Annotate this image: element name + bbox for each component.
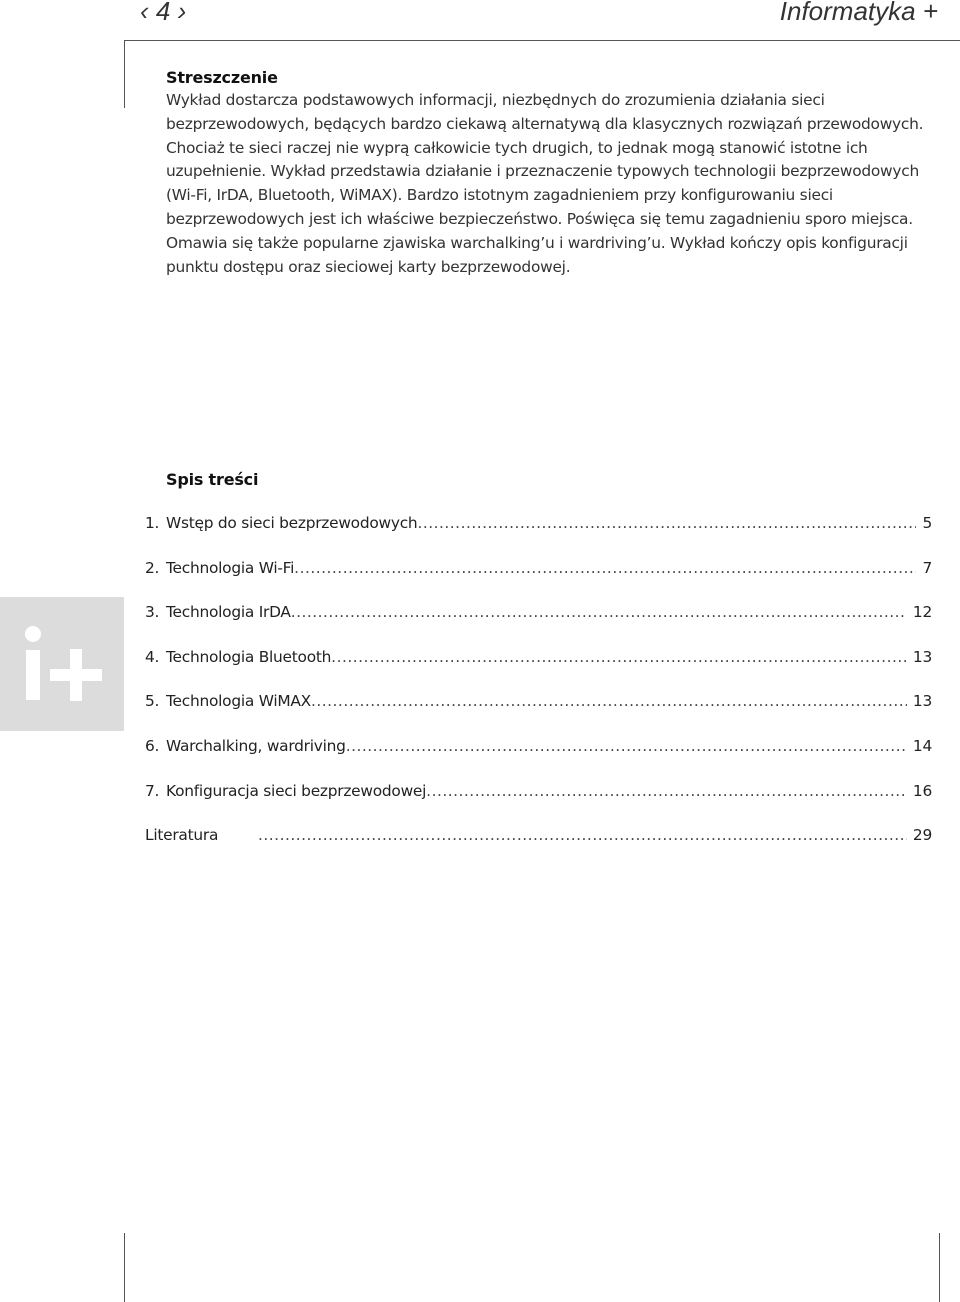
toc-heading: Spis treści	[166, 470, 259, 489]
abstract-text: Wykład dostarcza podstawowych informacji, niezbędnych do zrozumienia działania sieci bezprzewodowych, będących bardzo ciekawą alternatywą dla klasycznych rozwiązań przewodowych. Chociaż te sieci raczej nie wyprą całkowicie tych drugich, to jednak mogą stanowić istotne ich uzupełnienie. Wykład przedstawia działanie i przeznaczenie typowych technologii bezprzewodowych (Wi-Fi, IrDA, Bluetooth, WiMAX). Bardzo istotnym zagadnieniem przy konfigurowaniu sieci bezprzewodowych jest ich właściwe bezpieczeństwo. Poświęca się temu zagadnieniu sporo miejsca. Omawia się także popularne zjawiska warchalking’u i wardriving’u. Wykład kończy opis konfiguracji punktu dostępu oraz sieciowej karty bezprzewodowej.	[166, 91, 924, 276]
i-plus-logo-icon	[0, 597, 124, 731]
abstract-section	[166, 68, 938, 279]
toc-item-label: Technologia IrDA	[166, 603, 291, 622]
toc-item-label: Technologia Bluetooth	[166, 647, 332, 666]
toc-item-page: 5	[922, 514, 932, 532]
toc-leader-dots	[311, 692, 907, 710]
toc-leader-dots	[426, 782, 907, 800]
toc-item-number: 5.	[145, 692, 160, 711]
abstract-heading: Streszczenie	[166, 68, 278, 87]
running-title: Informatyka +	[779, 0, 938, 26]
toc-item[interactable]	[145, 514, 932, 559]
toc-item[interactable]	[145, 737, 932, 782]
toc-item-number: 6.	[145, 736, 160, 755]
toc-literature-page: 29	[912, 826, 932, 845]
toc-item-page: 7	[922, 558, 932, 577]
toc-literature[interactable]	[145, 826, 932, 871]
toc-item-label: Wstęp do sieci bezprzewodowych	[166, 514, 418, 532]
table-of-contents	[145, 514, 932, 871]
toc-item-label: Technologia WiMAX	[166, 692, 311, 711]
right-rule-bottom	[939, 1233, 940, 1302]
toc-leader-dots	[294, 559, 916, 577]
toc-literature-label: Literatura	[145, 826, 219, 845]
toc-item[interactable]	[145, 692, 932, 737]
toc-leader-dots	[331, 648, 907, 666]
toc-item-page: 14	[912, 736, 932, 755]
toc-item[interactable]	[145, 648, 932, 693]
i-plus-badge	[0, 597, 124, 731]
toc-item-page: 13	[912, 692, 932, 711]
top-rule	[124, 40, 960, 41]
toc-item[interactable]	[145, 603, 932, 648]
toc-item-page: 16	[912, 781, 932, 800]
left-rule-bottom	[124, 1233, 125, 1302]
toc-item-label: Warchalking, wardriving	[166, 736, 346, 755]
toc-item-label: Technologia Wi-Fi	[166, 558, 295, 577]
toc-item-number: 1.	[145, 514, 160, 532]
toc-item-page: 13	[912, 647, 932, 666]
left-rule-top	[124, 40, 125, 108]
toc-item[interactable]	[145, 782, 932, 827]
toc-item-number: 2.	[145, 558, 160, 577]
toc-leader-dots	[291, 603, 907, 621]
toc-leader-dots	[258, 826, 907, 844]
toc-item[interactable]	[145, 559, 932, 604]
toc-item-label: Konfiguracja sieci bezprzewodowej	[166, 781, 427, 800]
toc-leader-dots	[346, 737, 907, 755]
toc-leader-dots	[417, 514, 916, 532]
toc-item-number: 4.	[145, 647, 160, 666]
page-number: ‹ 4 ›	[140, 0, 187, 26]
toc-item-number: 3.	[145, 603, 160, 622]
toc-item-page: 12	[912, 603, 932, 622]
toc-item-number: 7.	[145, 781, 160, 800]
